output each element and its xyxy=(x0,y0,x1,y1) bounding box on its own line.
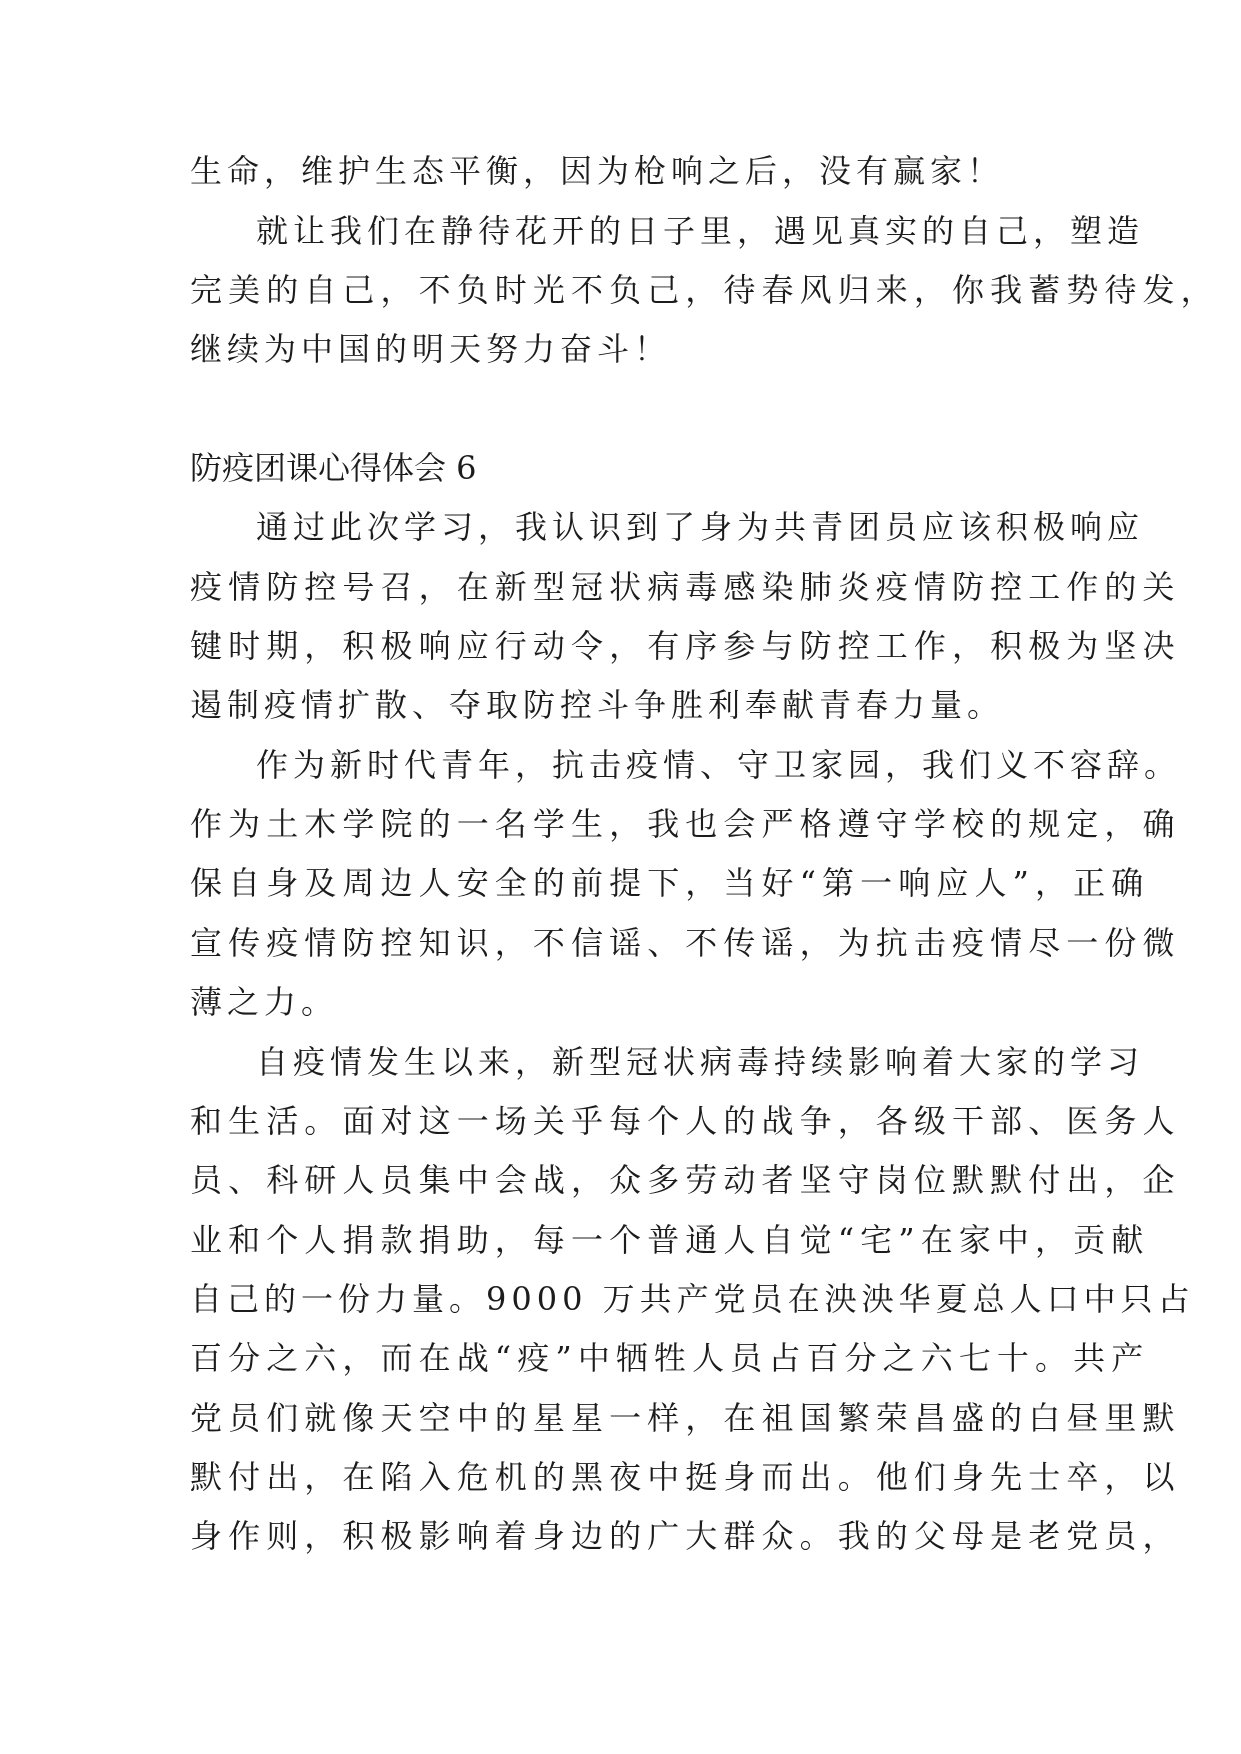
paragraph-line: 自己的一份力量。9000 万共产党员在泱泱华夏总人口中只占 xyxy=(190,1280,1195,1318)
paragraph-line: 继续为中国的明天努力奋斗！ xyxy=(190,330,672,368)
paragraph-line: 保自身及周边人安全的前提下，当好“第一响应人”，正确 xyxy=(190,864,1150,902)
section-heading: 防疫团课心得体会 6 xyxy=(190,449,477,487)
paragraph-line: 生命，维护生态平衡，因为枪响之后，没有赢家！ xyxy=(190,152,1005,190)
paragraph-line: 作为土木学院的一名学生，我也会严格遵守学校的规定，确 xyxy=(190,805,1181,843)
paragraph-line: 自疫情发生以来，新型冠状病毒持续影响着大家的学习 xyxy=(256,1043,1145,1081)
paragraph-line: 疫情防控号召，在新型冠状病毒感染肺炎疫情防控工作的关 xyxy=(190,568,1181,606)
paragraph-line: 宣传疫情防控知识，不信谣、不传谣，为抗击疫情尽一份微 xyxy=(190,924,1181,962)
paragraph-line: 完美的自己，不负时光不负己，待春风归来，你我蓄势待发， xyxy=(190,271,1219,309)
paragraph-line: 默付出，在陷入危机的黑夜中挺身而出。他们身先士卒，以 xyxy=(190,1458,1181,1496)
paragraph-line: 身作则，积极影响着身边的广大群众。我的父母是老党员， xyxy=(190,1517,1181,1555)
paragraph-line: 通过此次学习，我认识到了身为共青团员应该积极响应 xyxy=(256,508,1145,546)
paragraph-line: 薄之力。 xyxy=(190,983,339,1021)
paragraph-line: 和生活。面对这一场关乎每个人的战争，各级干部、医务人 xyxy=(190,1102,1181,1140)
paragraph-line: 就让我们在静待花开的日子里，遇见真实的自己，塑造 xyxy=(256,212,1145,250)
paragraph-line: 业和个人捐款捐助，每一个普通人自觉“宅”在家中，贡献 xyxy=(190,1221,1150,1259)
paragraph-line: 员、科研人员集中会战，众多劳动者坚守岗位默默付出，企 xyxy=(190,1161,1181,1199)
paragraph-line: 键时期，积极响应行动令，有序参与防控工作，积极为坚决 xyxy=(190,627,1181,665)
paragraph-line: 遏制疫情扩散、夺取防控斗争胜利奉献青春力量。 xyxy=(190,686,1005,724)
paragraph-line: 作为新时代青年，抗击疫情、守卫家园，我们义不容辞。 xyxy=(256,746,1182,784)
paragraph-line: 党员们就像天空中的星星一样，在祖国繁荣昌盛的白昼里默 xyxy=(190,1399,1181,1437)
paragraph-line: 百分之六，而在战“疫”中牺牲人员占百分之六七十。共产 xyxy=(190,1339,1150,1377)
